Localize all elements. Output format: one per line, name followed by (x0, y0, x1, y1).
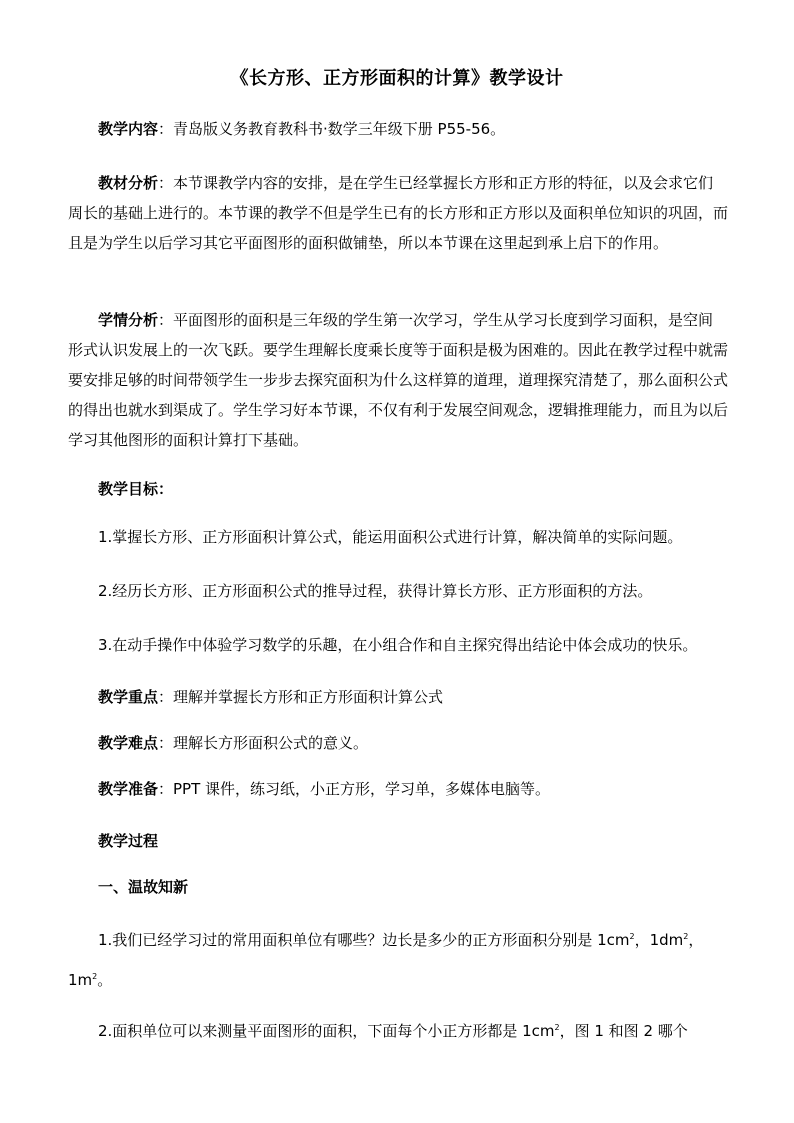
key-point-text: ：理解并掌握长方形和正方形面积计算公式 (158, 688, 444, 706)
teaching-goals-heading: 教学目标： (98, 480, 174, 498)
preparation-line (98, 774, 738, 804)
teaching-content-paragraph (68, 114, 728, 144)
difficulty-text: ：理解长方形面积公式的意义。 (158, 734, 369, 752)
student-analysis-label: 学情分析 (98, 311, 159, 329)
teaching-content-label: 教学内容 (98, 120, 159, 138)
document-title: 《长方形、正方形面积的计算》教学设计 (230, 68, 564, 89)
question-2: 2.面积单位可以来测量平面图形的面积，下面每个小正方形都是 $1cm^2$，图 1 和图 2 哪个 (98, 1022, 688, 1040)
material-analysis-text: ：本节课教学内容的安排，是在学生已经掌握长方形和正方形的特征，以及会求它们周长的基础上进行的。本节课的教学不但是学生已有的长方形和正方形以及面积单位知识的巩固，而且是为学生以后学习其它平面图形的面积做铺垫，所以本节课在这里起到承上启下的作用。 (68, 174, 729, 252)
preparation-label: 教学准备 (98, 780, 159, 798)
goal-item: 2.经历长方形、正方形面积公式的推导过程，获得计算长方形、正方形面积的方法。 (98, 582, 653, 600)
difficulty-label: 教学难点 (98, 734, 159, 752)
material-analysis-paragraph (68, 168, 728, 258)
teaching-process-heading: 教学过程 (98, 832, 159, 850)
key-point-label: 教学重点 (98, 688, 159, 706)
goal-item: 1.掌握长方形、正方形面积计算公式，能运用面积公式进行计算，解决简单的实际问题。 (98, 528, 683, 546)
section-heading-review: 一、温故知新 (98, 878, 189, 896)
material-analysis-label: 教材分析 (98, 174, 159, 192)
student-analysis-paragraph (68, 305, 728, 455)
key-point-line (98, 682, 738, 712)
preparation-text: ：PPT 课件，练习纸，小正方形，学习单，多媒体电脑等。 (158, 780, 551, 798)
student-analysis-text: ：平面图形的面积是三年级的学生第一次学习，学生从学习长度到学习面积，是空间形式认识发展上的一次飞跃。要学生理解长度乘长度等于面积是极为困难的。因此在教学过程中就需要安排足够的时间带领学生一步步去探究面积为什么这样算的道理，道理探究清楚了，那么面积公式的得出也就水到渠成了。学生学习好本节课，不仅有利于发展空间观念，逻辑推理能力，而且为以后学习其他图形的面积计算打下基础。 (68, 311, 729, 449)
goal-item: 3.在动手操作中体验学习数学的乐趣，在小组合作和自主探究得出结论中体会成功的快乐。 (98, 636, 698, 654)
difficulty-line (98, 728, 738, 758)
question-1: 1.我们已经学习过的常用面积单位有哪些？边长是多少的正方形面积分别是 $1cm^2$，$1dm^2$，$1m^2$。 (68, 931, 704, 989)
teaching-content-text: ：青岛版义务教育教科书·数学三年级下册 P55-56。 (158, 120, 506, 138)
